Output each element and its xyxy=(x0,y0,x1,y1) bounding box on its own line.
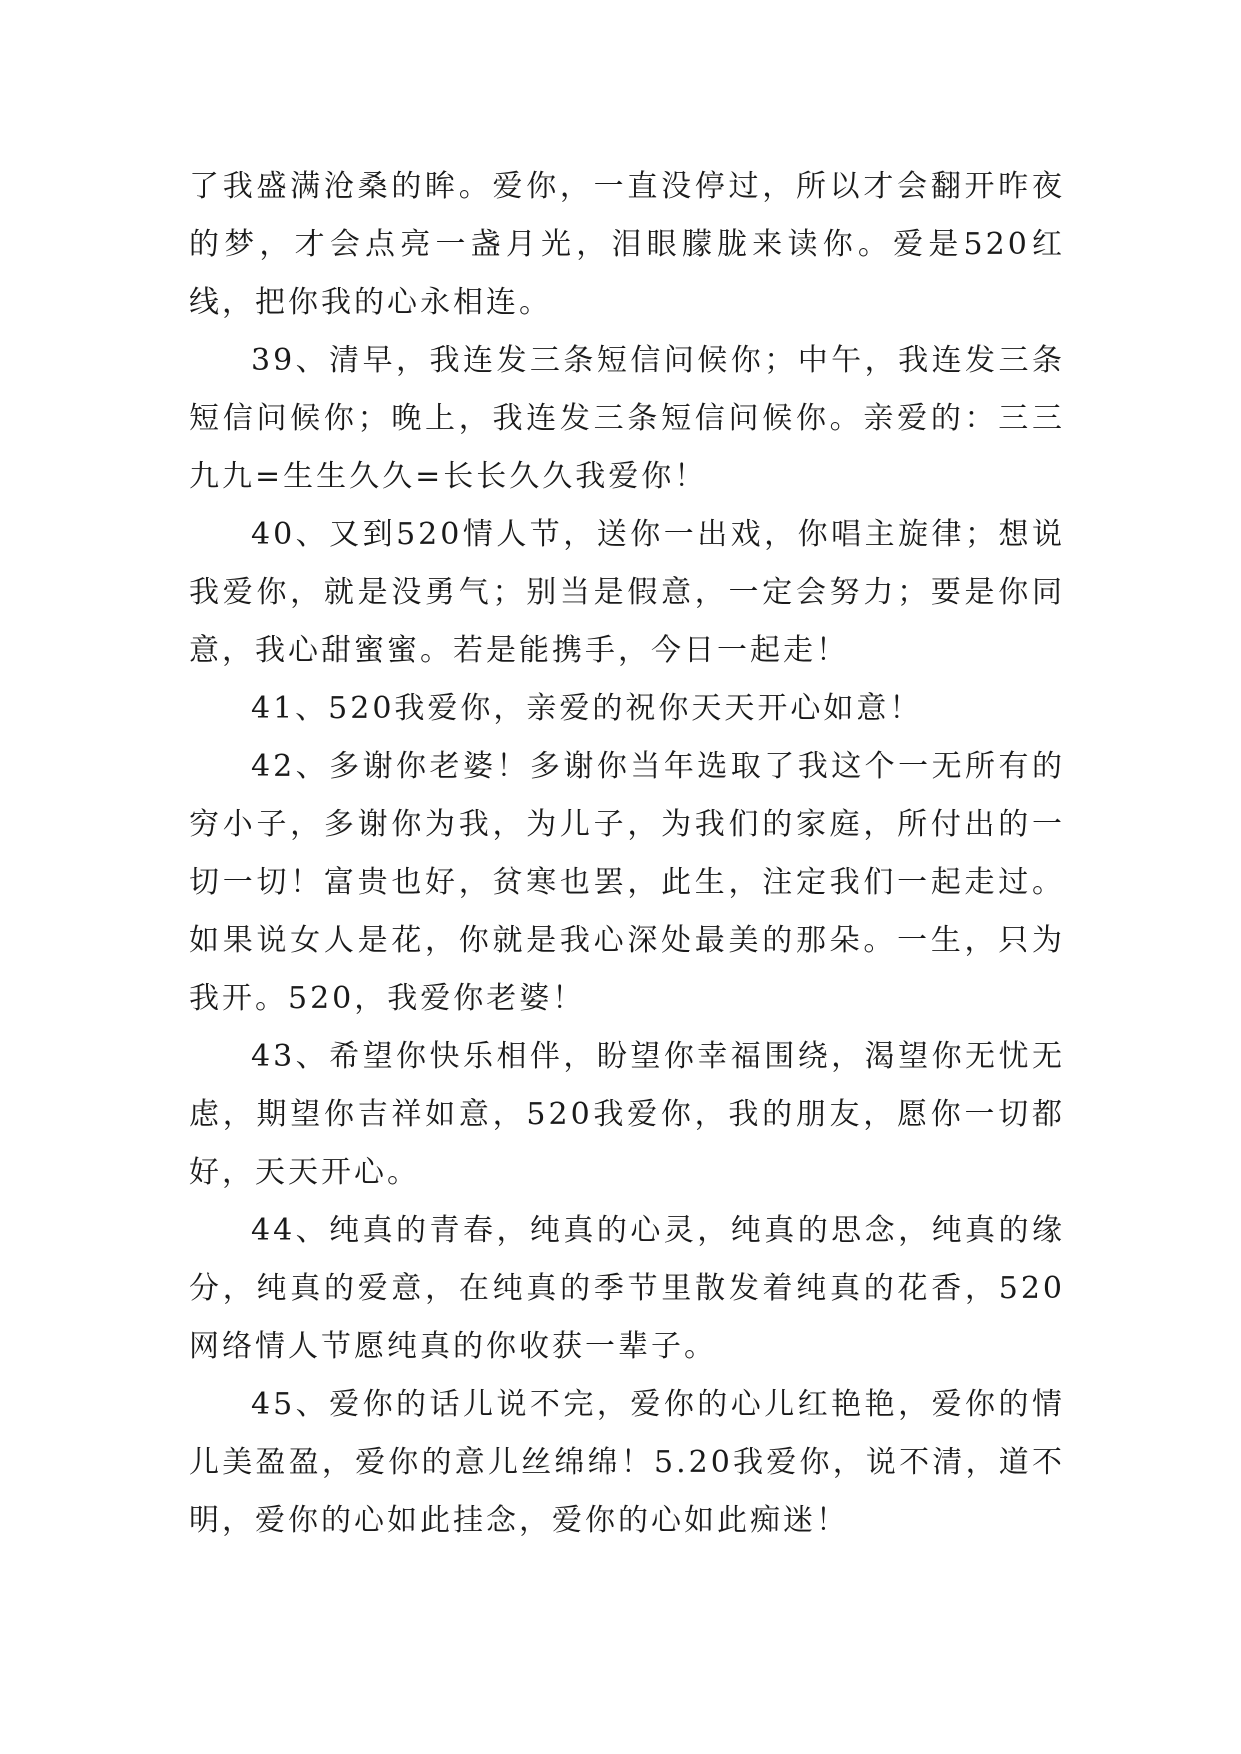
paragraph-45: 45、爱你的话儿说不完，爱你的心儿红艳艳，爱你的情儿美盈盈，爱你的意儿丝绵绵！5.20我爱你，说不清，道不明，爱你的心如此挂念，爱你的心如此痴迷！ xyxy=(189,1387,1065,1538)
paragraph-42: 42、多谢你老婆！多谢你当年选取了我这个一无所有的穷小子，多谢你为我，为儿子，为我们的家庭，所付出的一切一切！富贵也好，贫寒也罢，此生，注定我们一起走过。如果说女人是花，你就是我心深处最美的那朵。一生，只为我开。520，我爱你老婆！ xyxy=(189,749,1065,1016)
paragraph-44: 44、纯真的青春，纯真的心灵，纯真的思念，纯真的缘分，纯真的爱意，在纯真的季节里散发着纯真的花香，520网络情人节愿纯真的你收获一辈子。 xyxy=(189,1213,1065,1364)
document-body xyxy=(189,158,1065,1550)
paragraph-continuation: 了我盛满沧桑的眸。爱你，一直没停过，所以才会翻开昨夜的梦，才会点亮一盏月光，泪眼朦胧来读你。爱是520红线，把你我的心永相连。 xyxy=(189,169,1065,320)
paragraph-41: 41、520我爱你，亲爱的祝你天天开心如意！ xyxy=(251,691,923,726)
paragraph-43: 43、希望你快乐相伴，盼望你幸福围绕，渴望你无忧无虑，期望你吉祥如意，520我爱你，我的朋友，愿你一切都好，天天开心。 xyxy=(189,1039,1065,1190)
paragraph-39: 39、清早，我连发三条短信问候你；中午，我连发三条短信问候你；晚上，我连发三条短信问候你。亲爱的：三三九九=生生久久=长长久久我爱你！ xyxy=(189,343,1065,494)
paragraph-40: 40、又到520情人节，送你一出戏，你唱主旋律；想说我爱你，就是没勇气；别当是假意，一定会努力；要是你同意，我心甜蜜蜜。若是能携手，今日一起走！ xyxy=(189,517,1065,668)
